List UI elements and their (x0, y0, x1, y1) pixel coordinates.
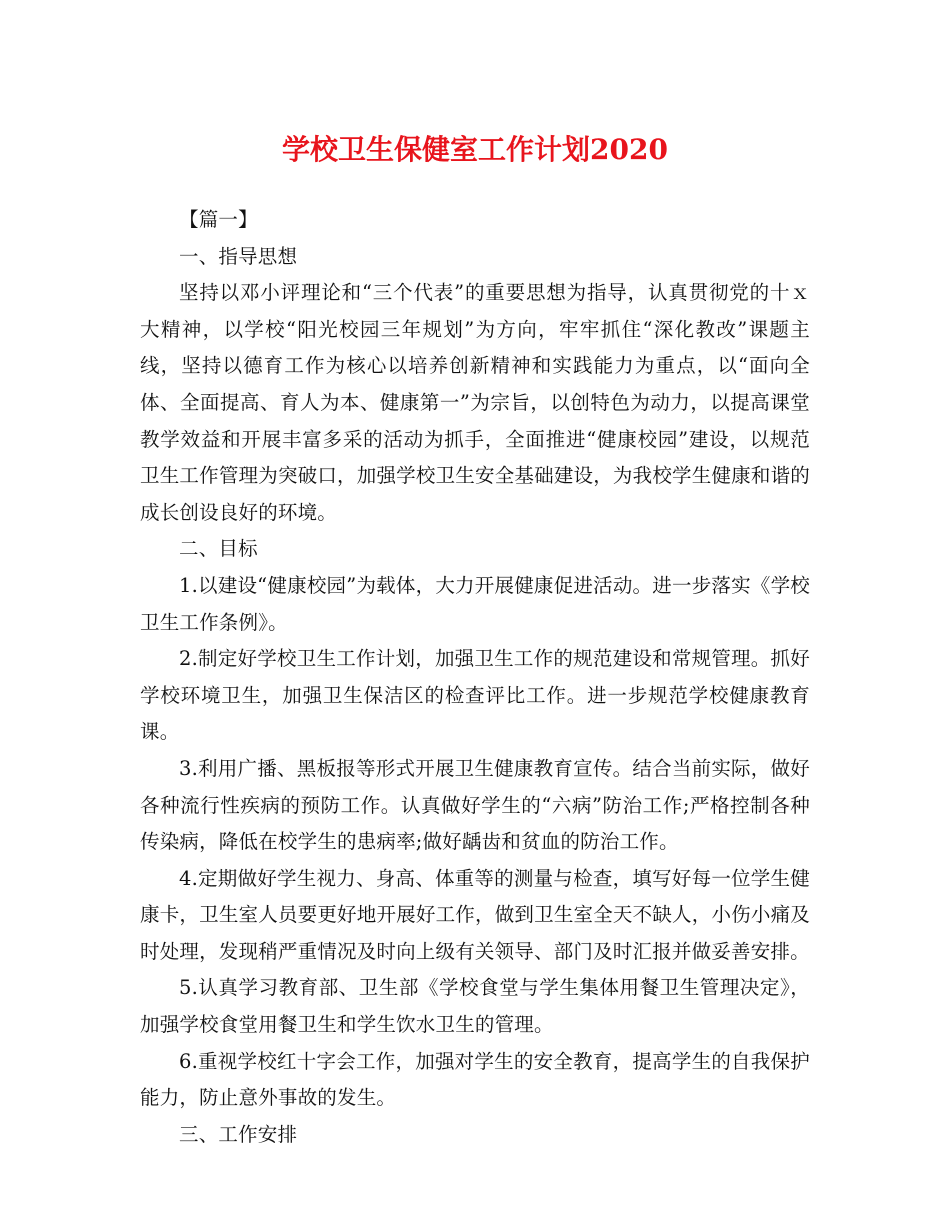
section-heading-guiding-ideology: 一、指导思想 (179, 244, 298, 268)
goal-item-2: 2.制定好学校卫生工作计划，加强卫生工作的规范建设和常规管理。抓好学校环境卫生，加强卫生保洁区的检查评比工作。进一步规范学校健康教育课。 (140, 647, 810, 744)
goal-item-3: 3.利用广播、黑板报等形式开展卫生健康教育宣传。结合当前实际，做好各种流行性疾病的预防工作。认真做好学生的“六病”防治工作;严格控制各种传染病，降低在校学生的患病率;做好龋齿和贫血的防治工作。 (140, 756, 810, 854)
document-body (140, 202, 810, 1153)
goal-item-4: 4.定期做好学生视力、身高、体重等的测量与检查，填写好每一位学生健康卡，卫生室人员要更好地开展好工作，做到卫生室全天不缺人，小伤小痛及时处理，发现稍严重情况及时向上级有关领导、部门及时汇报并做妥善安排。 (140, 866, 810, 963)
document-title: 学校卫生保健室工作计划2020 (282, 133, 668, 166)
section-marker: 【篇一】 (179, 208, 258, 231)
goal-item-6: 6.重视学校红十字会工作，加强对学生的安全教育，提高学生的自我保护能力，防止意外事故的发生。 (140, 1049, 810, 1110)
goal-item-5: 5.认真学习教育部、卫生部《学校食堂与学生集体用餐卫生管理决定》，加强学校食堂用餐卫生和学生饮水卫生的管理。 (140, 976, 810, 1037)
section-heading-goals: 二、目标 (179, 537, 258, 561)
section-heading-work-arrangement: 三、工作安排 (179, 1122, 298, 1146)
goal-item-1: 1.以建设“健康校园”为载体，大力开展健康促进活动。进一步落实《学校卫生工作条例》。 (140, 573, 810, 634)
paragraph-guiding-ideology: 坚持以邓小评理论和“三个代表”的重要思想为指导，认真贯彻党的十ｘ大精神，以学校“阳光校园三年规划”为方向，牢牢抓住“深化教改”课题主线，坚持以德育工作为核心以培养创新精神和实践能力为重点，以“面向全体、全面提高、育人为本、健康第一”为宗旨，以创特色为动力，以提高课堂教学效益和开展丰富多采的活动为抓手，全面推进“健康校园”建设，以规范卫生工作管理为突破口，加强学校卫生安全基础建设，为我校学生健康和谐的成长创设良好的环境。 (140, 281, 810, 524)
